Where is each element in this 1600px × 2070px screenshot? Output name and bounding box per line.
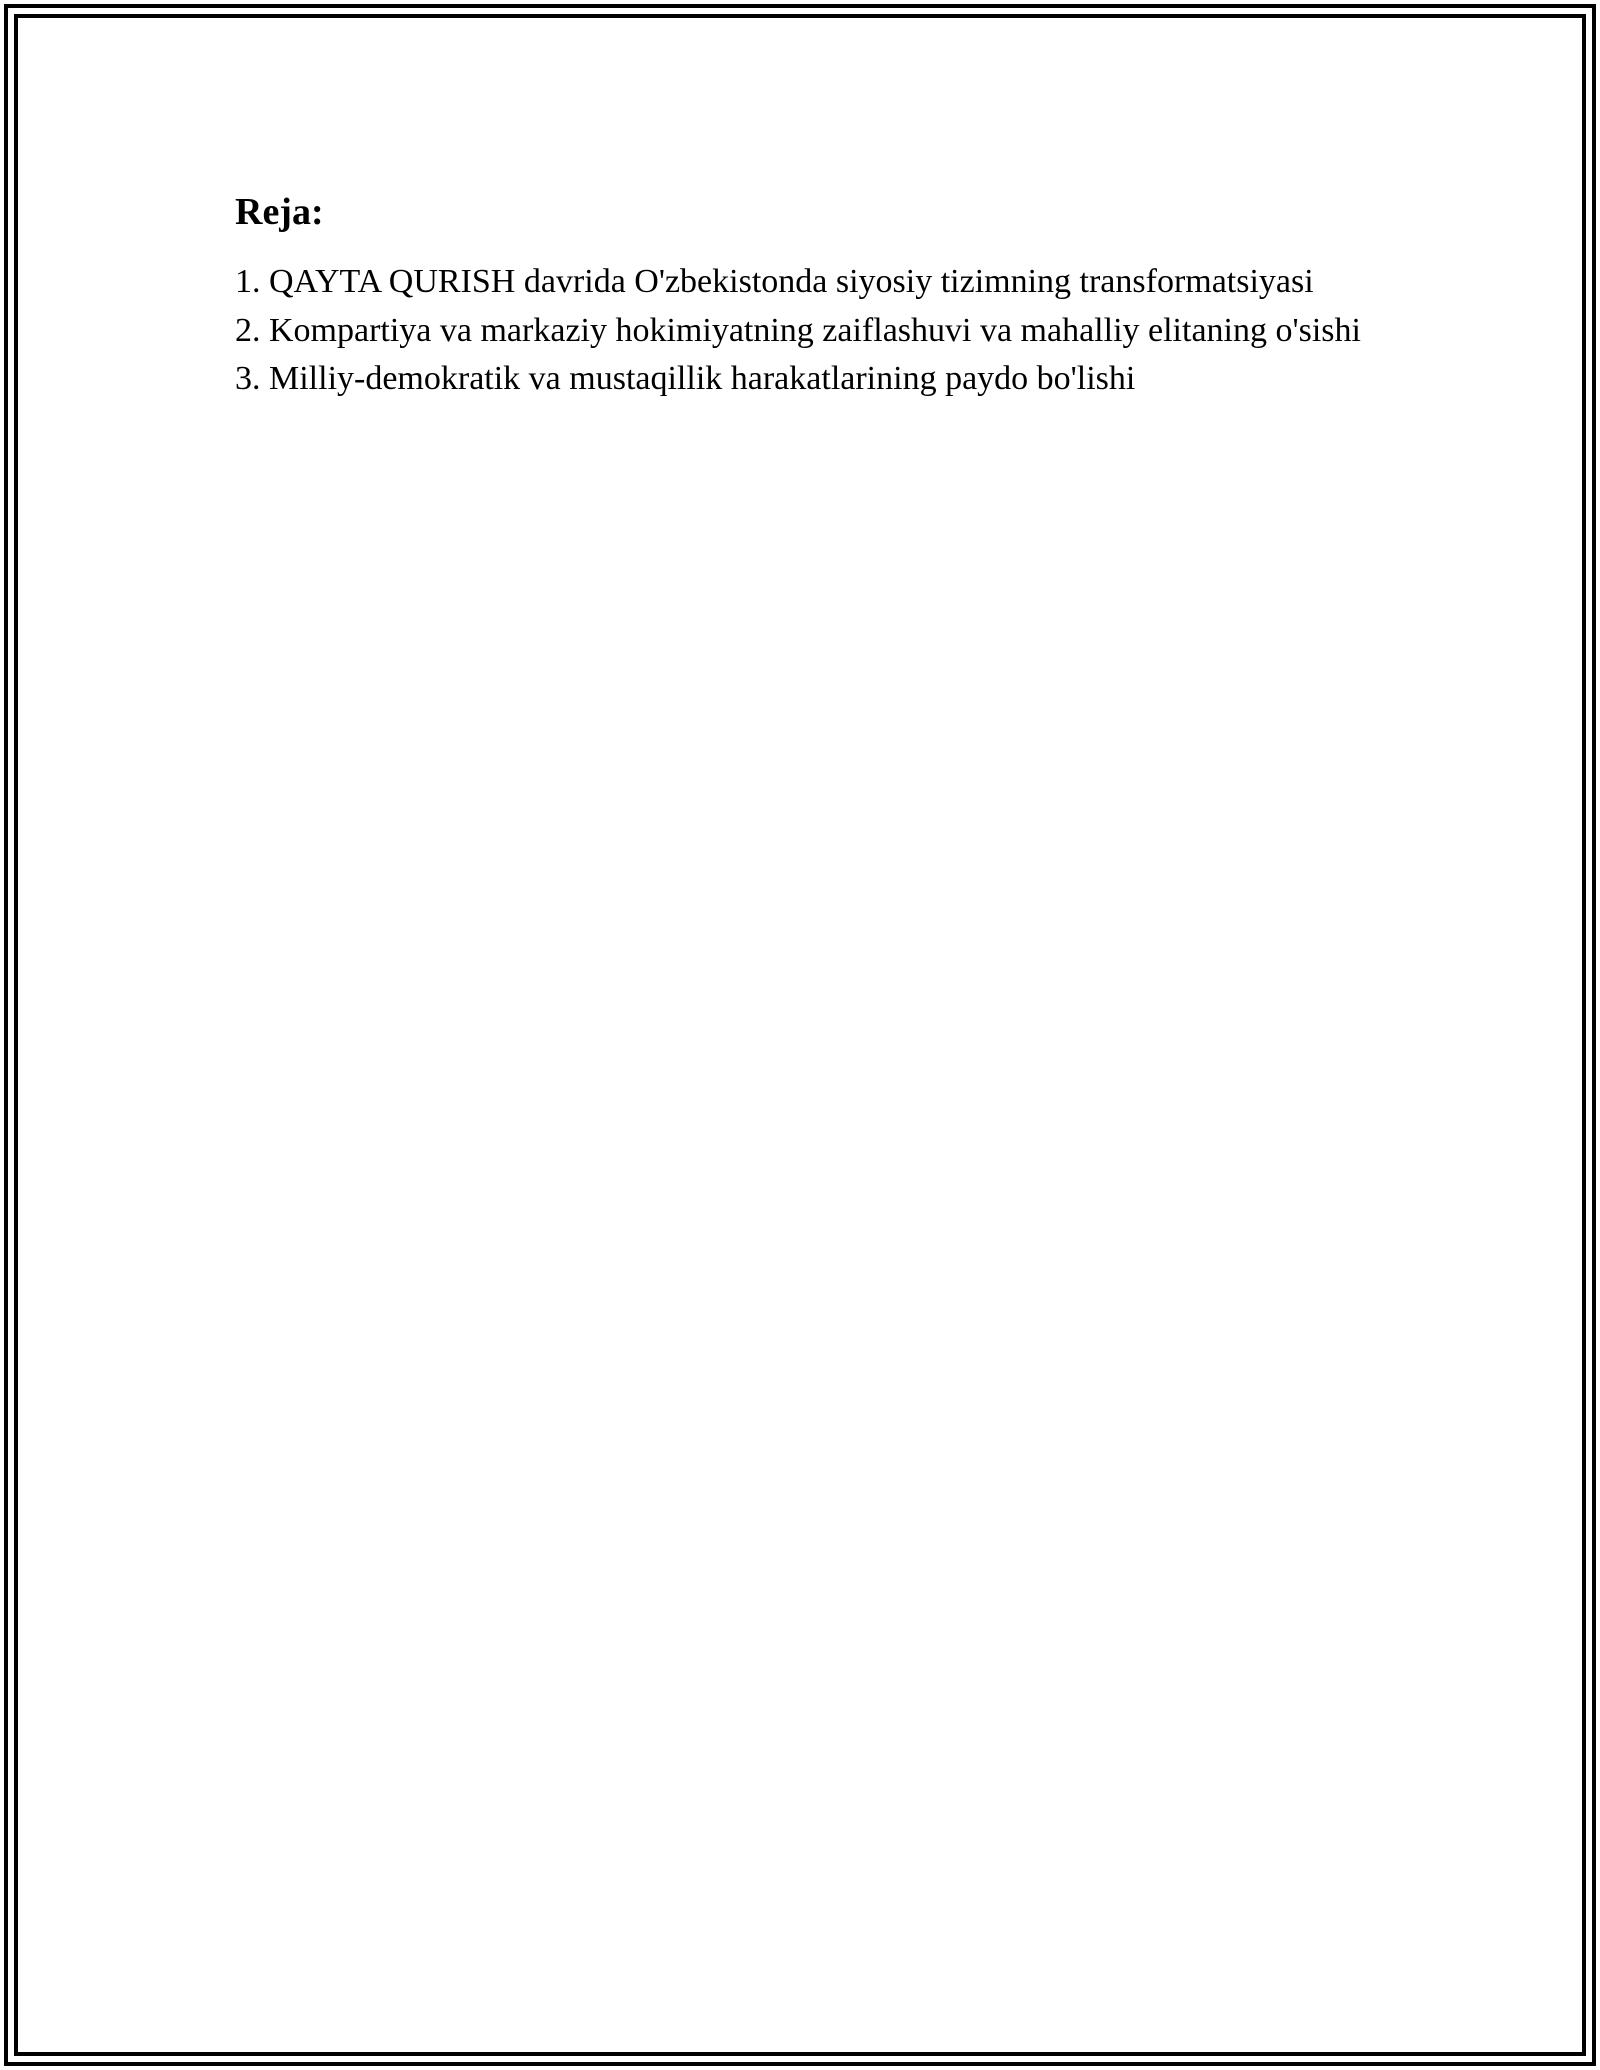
plan-list <box>235 258 1375 404</box>
plan-item-3: 3. Milliy-demokratik va mustaqillik harakatlarining paydo bo'lishi <box>235 360 1136 397</box>
plan-item-2: 2. Kompartiya va markaziy hokimiyatning zaiflashuvi va mahalliy elitaning o'sishi <box>235 311 1361 349</box>
plan-item-1: 1. QAYTA QURISH davrida O'zbekistonda siyosiy tizimning transformatsiyasi <box>235 263 1314 300</box>
document-body <box>235 188 1375 404</box>
plan-heading: Reja: <box>235 191 324 233</box>
